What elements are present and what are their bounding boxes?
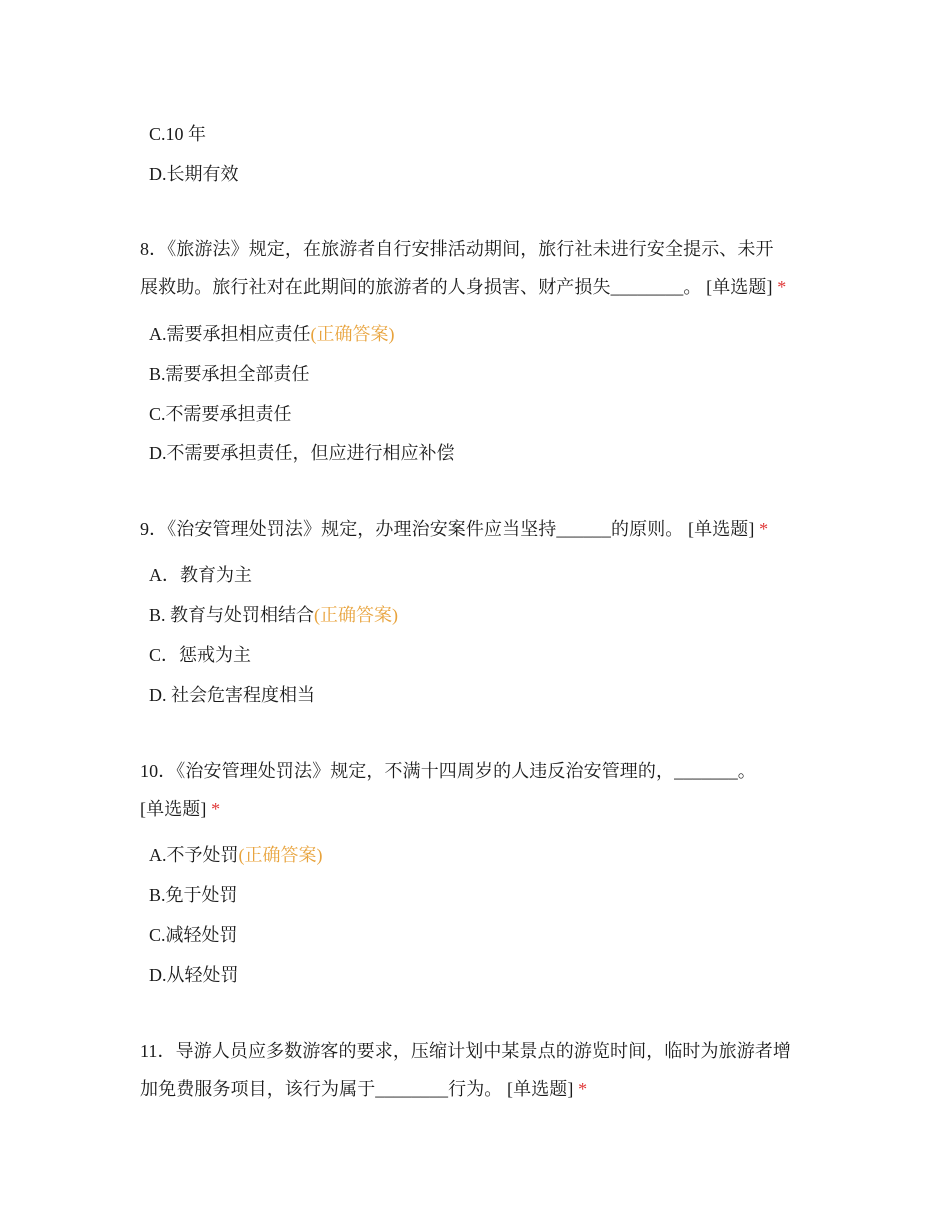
correct-answer-label: (正确答案): [314, 605, 399, 625]
required-asterisk: *: [777, 277, 787, 297]
question-type-label: [单选题]: [688, 519, 755, 539]
option-text: D. 社会危害程度相当: [149, 685, 315, 705]
question-11: [140, 1032, 820, 1108]
q10-option-b: [149, 882, 238, 908]
q10-option-a: [149, 842, 323, 868]
q8-option-a: [149, 321, 395, 347]
option-text: B.免于处罚: [149, 885, 238, 905]
option-text: C.10 年: [149, 124, 207, 144]
correct-answer-label: (正确答案): [238, 845, 323, 865]
required-asterisk: *: [759, 519, 769, 539]
q9-option-c: [149, 642, 251, 668]
q10-option-d: [149, 962, 239, 988]
correct-answer-label: (正确答案): [310, 324, 395, 344]
q8-option-c: [149, 401, 292, 427]
option-text: A.不予处罚: [149, 845, 239, 865]
option-text: C．惩戒为主: [149, 645, 252, 665]
option-text: D.长期有效: [149, 164, 239, 184]
q9-option-a: [149, 562, 252, 588]
option-text: A．教育为主: [149, 565, 252, 585]
q9-option-d: [149, 682, 315, 708]
option-text: D.从轻处罚: [149, 965, 239, 985]
question-text: 展救助。旅行社对在此期间的旅游者的人身损害、财产损失________。: [140, 277, 707, 297]
q8-option-b: [149, 361, 310, 387]
q8-option-d: [149, 440, 455, 466]
q10-option-c: [149, 922, 238, 948]
required-asterisk: *: [578, 1079, 588, 1099]
question-text-line: 8．《旅游法》规定，在旅游者自行安排活动期间，旅行社未进行安全提示、未开: [140, 239, 774, 259]
option-text: C.减轻处罚: [149, 925, 238, 945]
question-type-label: [单选题]: [706, 277, 773, 297]
option-text: B. 教育与处罚相结合: [149, 605, 315, 625]
option-text: D.不需要承担责任，但应进行相应补偿: [149, 443, 455, 463]
question-text-line: 10．《治安管理处罚法》规定，不满十四周岁的人违反治安管理的，_______。: [140, 761, 756, 781]
q7-option-c: [149, 121, 206, 147]
question-9: [140, 510, 820, 548]
question-text-line: [140, 510, 820, 548]
option-text: A.需要承担相应责任: [149, 324, 311, 344]
q9-option-b: [149, 602, 398, 628]
question-10: [140, 752, 820, 828]
required-asterisk: *: [211, 799, 221, 819]
option-text: B.需要承担全部责任: [149, 364, 310, 384]
question-text: 9．《治安管理处罚法》规定，办理治安案件应当坚持______的原则。: [140, 519, 688, 539]
question-text-line: [140, 1070, 820, 1108]
question-type-label: [单选题]: [507, 1079, 574, 1099]
question-text-line: 11．导游人员应多数游客的要求，压缩计划中某景点的游览时间，临时为旅游者增: [140, 1041, 792, 1061]
option-text: C.不需要承担责任: [149, 404, 292, 424]
question-text: 加免费服务项目，该行为属于________行为。: [140, 1079, 507, 1099]
question-8: [140, 230, 820, 306]
q7-option-d: [149, 161, 239, 187]
question-text-line: [140, 268, 820, 306]
question-type-label: [单选题]: [140, 799, 207, 819]
question-text-line: [140, 790, 820, 828]
